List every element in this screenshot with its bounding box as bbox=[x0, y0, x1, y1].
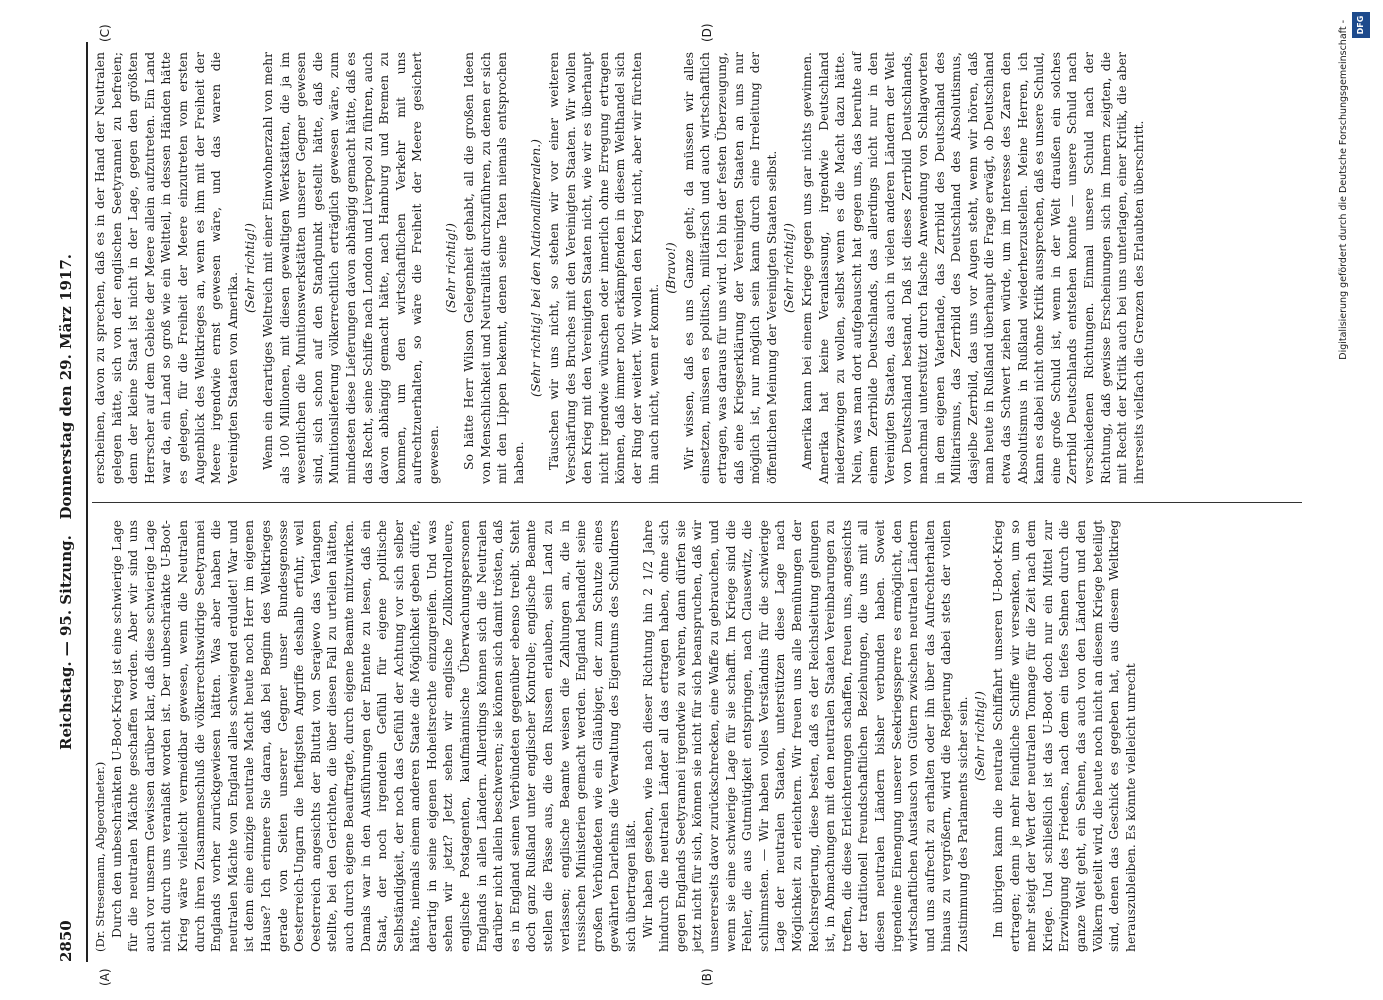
paragraph: erscheinen, davon zu sprechen, daß es in der Hand der Neutralen gelegen hätte, sich von der englischen Seetyrannei zu befreien; denn der kleine Staat ist nicht in der Lage, gegen den größten Herrscher auf dem Gebiete der Meere allein aufzutreten. Ein Land war da, ein Land so groß wie ein Weltteil, in dessen Händen hätte es gelegen, für die Freiheit der Meere einzutreten vom ersten Augenblick des Weltkrieges an, wenn es ihm mit der Freiheit der Meere irgendwie ernst gewesen wäre, und das waren die Vereinigten Staaten von Amerika. bbox=[92, 52, 240, 484]
margin-mark-b: (B) bbox=[700, 968, 714, 986]
margin-mark-a: (A) bbox=[98, 968, 112, 986]
paragraph: So hätte Herr Wilson Gelegenheit gehabt, all die großen Ideen von Menschlichkeit und Neutralität durchzuführen, zu denen er sich mit den Lippen bekennt, denen seine Taten niemals entsprochen haben. bbox=[461, 51, 526, 484]
paragraph: Amerika kann bei einem Kriege gegen uns gar nichts gewinnen. Amerika hat keine Veranlassung, irgendwie Deutschland niederzwingen zu wollen, selbst wenn es die Macht dazu hätte. Nein, was man dort aufgebauscht hat gegen uns, das beruhte auf einem Zerrbilde Deutschlands, das allerdings nicht nur in den Vereinigten Staaten, das auch in vielen anderen Ländern der Welt von Deutschland bestand. Daß ist dieses Zerrbild Deutschlands, manchmal unterstützt durch falsche Anwendung von Schlagworten in dem eigenen Vaterlande, das Zerrbild des Deutschland des Militarismus, das Zerrbild des Deutschland des Absolutismus, dasjelbe Zerrbild, das uns vor Augen steht, wenn wir hören, daß man heute in Rußland überhaupt die Frage erwägt, ob Deutschland etwa das Schwert ziehen würde, um im Interesse des Zaren den Absolutismus in Rußland wiederherzustellen. Meine Herren, ich kann es dabei nicht ohne Kritik aussprechen, daß es unsere Schuld, eine große Schuld ist, wenn in der Welt draußen ein solches Zerrbild Deutschlands entstehen konnte — unsere Schuld nach verschiedenen Richtungen. Einmal unsere Schuld nach der Richtung, daß gewisse Erscheinungen sich im Innern zeigten, die mit Recht der Kritik auch bei uns unterlagen, einer Kritik, die aber ihrerseits vielfach die Grenzen des Erlaubten überschritt. bbox=[798, 52, 1146, 484]
session-label: Reichstag. — 95. Sitzung. bbox=[57, 535, 75, 750]
paragraph: Wir haben gesehen, wie nach dieser Richtung hin 2 1/2 Jahre hindurch die neutralen Länder all das ertragen haben, ohne sich gegen Englands Seetyrannei irgendwie zu wehren, dann dürfen sie jetzt nicht für sich, können sie nicht für sich beanspruchen, daß wir unsererseits davor zurückschrecken, eine Waffe zu gebrauchen, und wenn sie eine schwierige Lage für sie schafft. Im Kriege sind die Fehler, die aus Gutmütigkeit entspringen, nach Clausewitz, die schlimmsten. — Wir haben volles Verständnis für die schwierige Lage der neutralen Staaten, unterstützen diese Lage nach Möglichkeit zu erleichtern. Wir freuen uns alle Bemühungen der Reichsregierung, diese besten, daß es der Reichsleitung gelungen ist, in Abmachungen mit den neutralen Staaten Vereinbarungen zu treffen, die diese Erleichterungen schaffen, freuen uns, angesichts der traditionell freundschaftlichen Beziehungen, die uns mit all diesen neutralen Ländern bisher verbunden haben. Soweit irgendeine Einengung unserer Seekriegssperre es ermöglicht, den wirtschaftlichen Austausch von Gütern zwischen neutralen Ländern und uns aufrecht zu erhalten oder ihn über das Aufrechterhalten hinaus zu vergrößern, wird die Regierung dabei stets der vollen Zustimmung des Parlaments sicher sein. bbox=[639, 520, 970, 952]
speaker-line: (Dr. Stresemann, Abgeordneter.) bbox=[93, 761, 107, 952]
margin-mark-c: (C) bbox=[98, 24, 112, 42]
paragraph: Im übrigen kann die neutrale Schiffahrt unseren U-Boot-Krieg ertragen; denn je mehr feindliche Schiffe wir versenken, um so mehr steigt der Wert der neutralen Tonnage für die Zeit nach dem Kriege. Und schließlich ist das U-Boot doch nur ein Mittel zur Erzwingung des Friedens, nach dem ein tiefes Sehnen durch die ganze Welt geht, ein Sehnen, das auch von den Ländern und den Völkern geteilt wird, die heute noch nicht an diesem Kriege beteiligt sind, denen das Geschick es gegeben hat, aus diesem Weltkrieg herauszubleiben. Es könnte vielleicht unrecht bbox=[990, 520, 1138, 952]
column-divider bbox=[92, 502, 1302, 503]
paragraph: Täuschen wir uns nicht, so stehen wir vor einer weiteren Verschärfung des Bruches mit den Vereinigten Staaten. Wir wollen den Krieg mit den Vereinigten Staaten nicht, wie wir es überhaupt nicht irgendwie wünschen oder innerlich ohne Erregung ertragen können, daß immer noch erkämpfenden in diesem Welthandel sich der Ring der weitert. Wir wollen den Krieg nicht, aber wir fürchten ihn auch nicht, wenn er kommt. bbox=[546, 52, 661, 484]
left-column bbox=[92, 520, 1139, 952]
dfg-logo: DFG bbox=[1352, 12, 1370, 38]
interjection: (Sehr richtig!) bbox=[242, 223, 258, 313]
paragraph: Wenn ein derartiges Weltreich mit einer Einwohnerzahl von mehr als 100 Millionen, mit diesen gewaltigen Werkstätten, die ja im wesentlichen die Munitionswerkstätten unserer Gegner gewesen sind, sich schon auf den Standpunkt gestellt hätte, daß die Munitionslieferung völkerrechtlich erträglich gewesen wäre, zum mindesten diese Lieferungen davon abhängig gemacht hätte, daß es das Recht, seine Schiffe nach London und Liverpool zu führen, auch davon abhängig gemacht hätte, nach Hamburg und Bremen zu kommen, um den wirtschaftlichen Verkehr mit uns aufrechtzuerhalten, so wäre die Freiheit der Meere gesichert gewesen. bbox=[259, 52, 441, 484]
page-header bbox=[55, 42, 81, 962]
interjection: (Sehr richtig!) bbox=[443, 223, 459, 313]
interjection: (Sehr richtig!) bbox=[972, 691, 988, 781]
session-title bbox=[57, 42, 75, 962]
interjection: (Sehr richtig! bei den Nationalliberalen.) bbox=[528, 139, 544, 397]
margin-mark-d: (D) bbox=[700, 23, 714, 42]
header-rule bbox=[86, 42, 88, 962]
right-column bbox=[92, 52, 1147, 484]
session-date: Donnerstag den 29. März 1917. bbox=[57, 254, 75, 520]
page-number: 2850 bbox=[57, 920, 75, 962]
interjection: (Sehr richtig!) bbox=[781, 223, 797, 313]
paragraph: Durch den unbeschränkten U-Boot-Krieg ist eine schwierige Lage für die neutralen Mächte geschaffen worden. Aber wir sind uns auch vor unserm Gewissen darüber klar, daß diese schwierige Lage nicht durch uns veranlaßt worden ist. Der unbeschränkte U-Boot-Krieg wäre vielleicht vermeidbar gewesen, wenn die Neutralen durch ihren Zusammenschluß die völkerrechtswidrige Seetyrannei Englands vorher zurückgewiesen hätten. Was aber haben die neutralen Mächte von England alles schweigend erduldet! War und ist denn eine einzige neutrale Macht heute noch Herr im eigenen Hause? Ich erinnere Sie daran, daß bei Beginn des Weltkrieges gerade von Seiten unserer Gegner unser Bundesgenosse Oesterreich-Ungarn die heftigsten Angriffe deshalb erfuhr, weil Oesterreich angesichts der Bluttat von Serajewo das Verlangen stellte, bei den Gerichten, die über diesen Fall zu urteilen hätten, auch durch eigene Beauftragte, durch eigene Beamte mitzuwirken. Damals war in den Ausführungen der Entente zu lesen, daß ein Staat, der noch irgendein Gefühl für eigene politische Selbständigkeit, der noch das Gefühl der Achtung vor sich selber hätte, niemals einem anderen Staate die Möglichkeit geben dürfe, derartig in seine eigenen Hoheitsrechte einzugreifen. Und was sehen wir jetzt? Jetzt sehen wir englische Zollkontrolleure, englische Postagenten, kaufmännische Überwachungspersonen Englands in allen Ländern. Allerdings können sich die Neutralen darüber nicht allein beschweren; sie können sich damit trösten, daß es in England seinen Verbündeten gegenüber ebenso treibt. Steht doch ganz Rußland unter englischer Kontrolle; englische Beamte stellen die Pässe aus, die den Russen erlauben, sein Land zu verlassen; englische Beamte weisen die Zahlungen an, die in russischen Ministerien gemacht werden. England behandelt seine großen Verbündeten wie ein Gläubiger, der zum Schutze eines gewährten Darlehns die Verwaltung des Eigentums des Schuldners sich übertragen läßt. bbox=[108, 520, 638, 952]
paragraph: Wir wissen, daß es uns Ganze geht; da müssen wir alles einsetzen, müssen es politisch, militärisch und auch wirtschaftlich ertragen, was daraus für uns wird. Ich bin der festen Überzeugung, daß eine Kriegserklärung der Vereinigten Staaten an uns nur möglich ist, nur möglich sein kann durch eine Irreleitung der öffentlichen Meinung der Vereinigten Staaten selbst. bbox=[680, 52, 779, 484]
interjection: (Bravo!) bbox=[663, 242, 679, 294]
digitization-credit: Digitalisierung gefördert durch die Deutsche Forschungsgemeinschaft - bbox=[1338, 20, 1349, 360]
